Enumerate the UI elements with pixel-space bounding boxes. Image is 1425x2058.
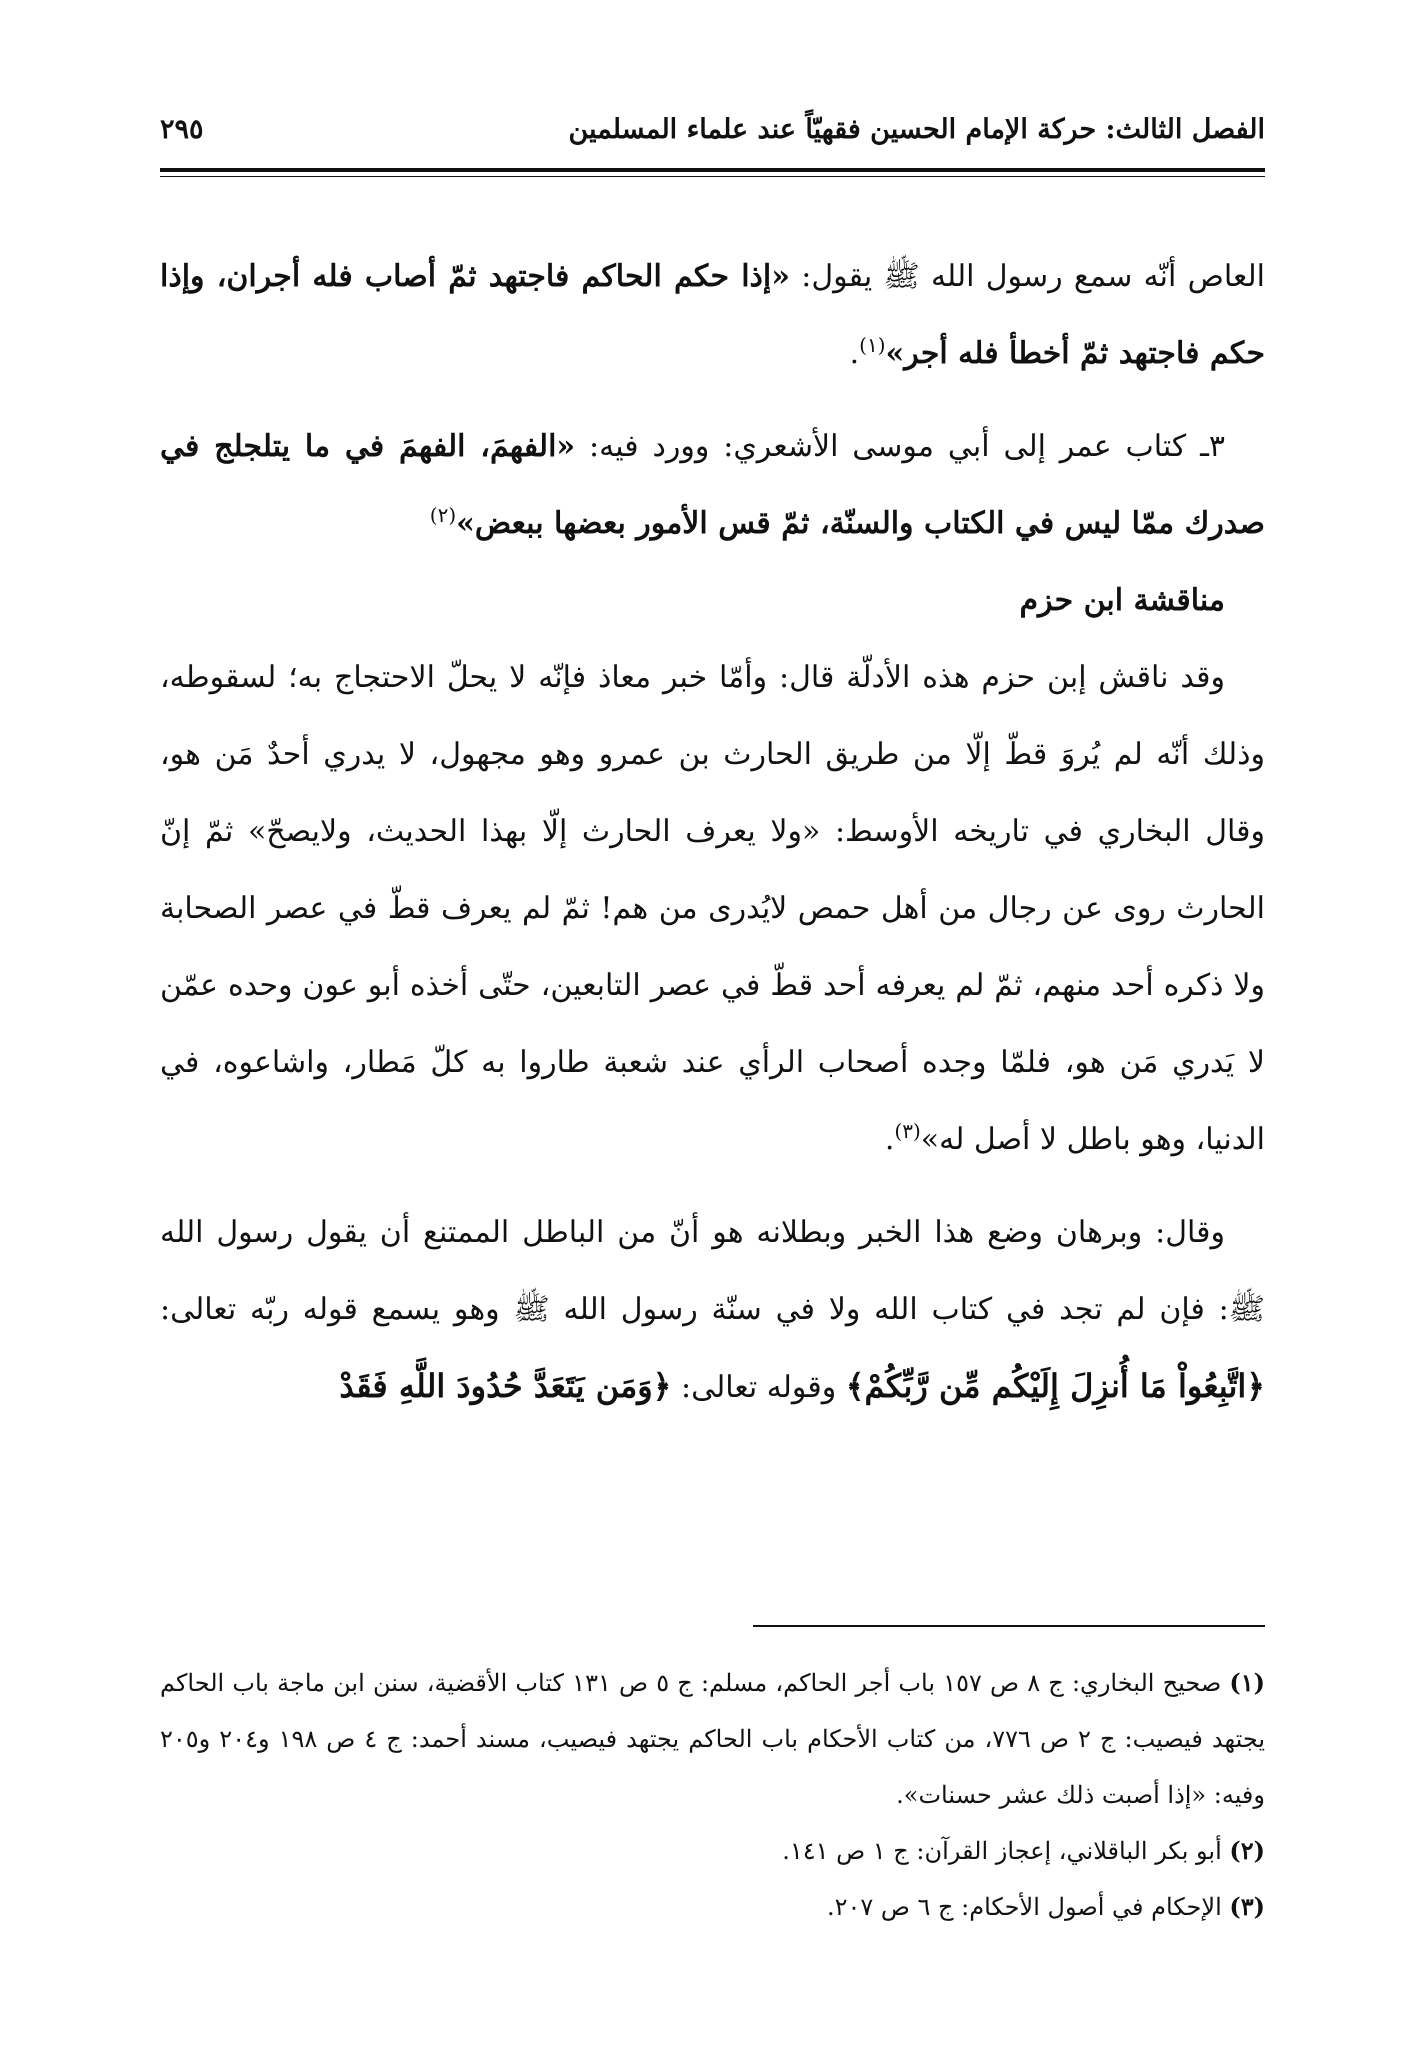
footnote-3-number: (٣) <box>1229 1892 1265 1921</box>
letter-quote: «الفهمَ، الفهمَ في ما يتلجلج في صدرك ممّا ليس في الكتاب والسنّة، ثمّ قس الأمور بعضها ببعض» <box>160 429 1265 541</box>
paragraph-4-text-1: وقال: وبرهان وضع هذا الخبر وبطلانه هو أنّ من الباطل الممتنع أن يقول رسول الله ﷺ: فإن لم تجد في كتاب الله ولا في سنّة رسول الله ﷺ وهو يسمع قوله ربّه تعالى: <box>160 1215 1265 1327</box>
hadith-quote: «إذا حكم الحاكم فاجتهد ثمّ أصاب فله أجران، وإذا حكم فاجتهد ثمّ أخطأ فله أجر» <box>160 259 1265 371</box>
header-rule-thin <box>160 176 1265 177</box>
paragraph-2-intro: ٣ـ كتاب عمر إلى أبي موسى الأشعري: وورد فيه: <box>575 429 1225 464</box>
footnote-2-text: أبو بكر الباقلاني، إعجاز القرآن: ج ١ ص ١٤١. <box>782 1837 1222 1865</box>
paragraph-1-end: . <box>849 336 860 371</box>
paragraph-3-end: . <box>884 1122 895 1157</box>
quran-verse-2: ﴿وَمَن يَتَعَدَّ حُدُودَ اللَّهِ فَقَدْ <box>339 1367 672 1405</box>
footnote-2 <box>160 1823 1265 1879</box>
footnote-3-text: الإحكام في أصول الأحكام: ج ٦ ص ٢٠٧. <box>826 1893 1222 1921</box>
paragraph-4 <box>160 1194 1265 1426</box>
footnote-ref-2: (٢) <box>429 503 457 527</box>
paragraph-2 <box>160 408 1265 562</box>
header-rule-thick <box>160 168 1265 172</box>
footnote-ref-1: (١) <box>859 333 886 357</box>
footnote-separator <box>753 1625 1265 1627</box>
paragraph-4-text-2: وقوله تعالى: <box>671 1370 846 1405</box>
paragraph-3 <box>160 639 1265 1178</box>
paragraph-3-text: وقد ناقش إبن حزم هذه الأدلّة قال: وأمّا خبر معاذ فإنّه لا يحلّ الاحتجاج به؛ لسقوطه، وذلك أنّه لم يُروَ قطّ إلّا من طريق الحارث بن عمرو وهو مجهول، لا يدري أحدٌ مَن هو، وقال البخاري في تاريخه الأوسط: «ولا يعرف الحارث إلّا بهذا الحديث، ولايصحّ» ثمّ إنّ الحارث روى عن رجال من أهل حمص لايُدرى من هم! ثمّ لم يعرف قطّ في عصر الصحابة ولا ذكره أحد منهم، ثمّ لم يعرفه أحد قطّ في عصر التابعين، حتّى أخذه أبو عون وحده عمّن لا يَدري مَن هو، فلمّا وجده أصحاب الرأي عند شعبة طاروا به كلّ مَطار، واشاعوه، في الدنيا، وهو باطل لا أصل له» <box>160 660 1265 1157</box>
page-header <box>160 100 1265 160</box>
section-heading: مناقشة ابن حزم <box>1019 583 1225 618</box>
paragraph-1-intro: العاص أنّه سمع رسول الله ﷺ يقول: <box>789 259 1265 294</box>
footnote-3 <box>160 1879 1265 1935</box>
footnote-2-number: (٢) <box>1229 1836 1265 1865</box>
footnote-1-text: صحيح البخاري: ج ٨ ص ١٥٧ باب أجر الحاكم، مسلم: ج ٥ ص ١٣١ كتاب الأقضية، سنن ابن ماجة باب الحاكم يجتهد فيصيب: ج ٢ ص ٧٧٦، من كتاب الأحكام باب الحاكم يجتهد فيصيب، مسند أحمد: ج ٤ ص ١٩٨ و٢٠٤ و٢٠٥ وفيه: «إذا أصبت ذلك عشر حسنات». <box>160 1669 1266 1809</box>
footnote-ref-3: (٣) <box>894 1119 921 1143</box>
footnote-1 <box>160 1655 1265 1823</box>
main-text <box>160 238 1265 1426</box>
running-title: الفصل الثالث: حركة الإمام الحسين فقهيّاً عند علماء المسلمين <box>568 114 1265 145</box>
footnote-1-number: (١) <box>1229 1668 1266 1697</box>
paragraph-1 <box>160 238 1265 392</box>
page-number: ٢٩٥ <box>160 114 204 145</box>
book-page <box>160 100 1265 2000</box>
quran-verse-1: ﴿اتَّبِعُواْ مَا أُنزِلَ إِلَيْكُم مِّن رَّبِّكُمْ﴾ <box>845 1367 1265 1405</box>
footnotes <box>160 1655 1265 1935</box>
